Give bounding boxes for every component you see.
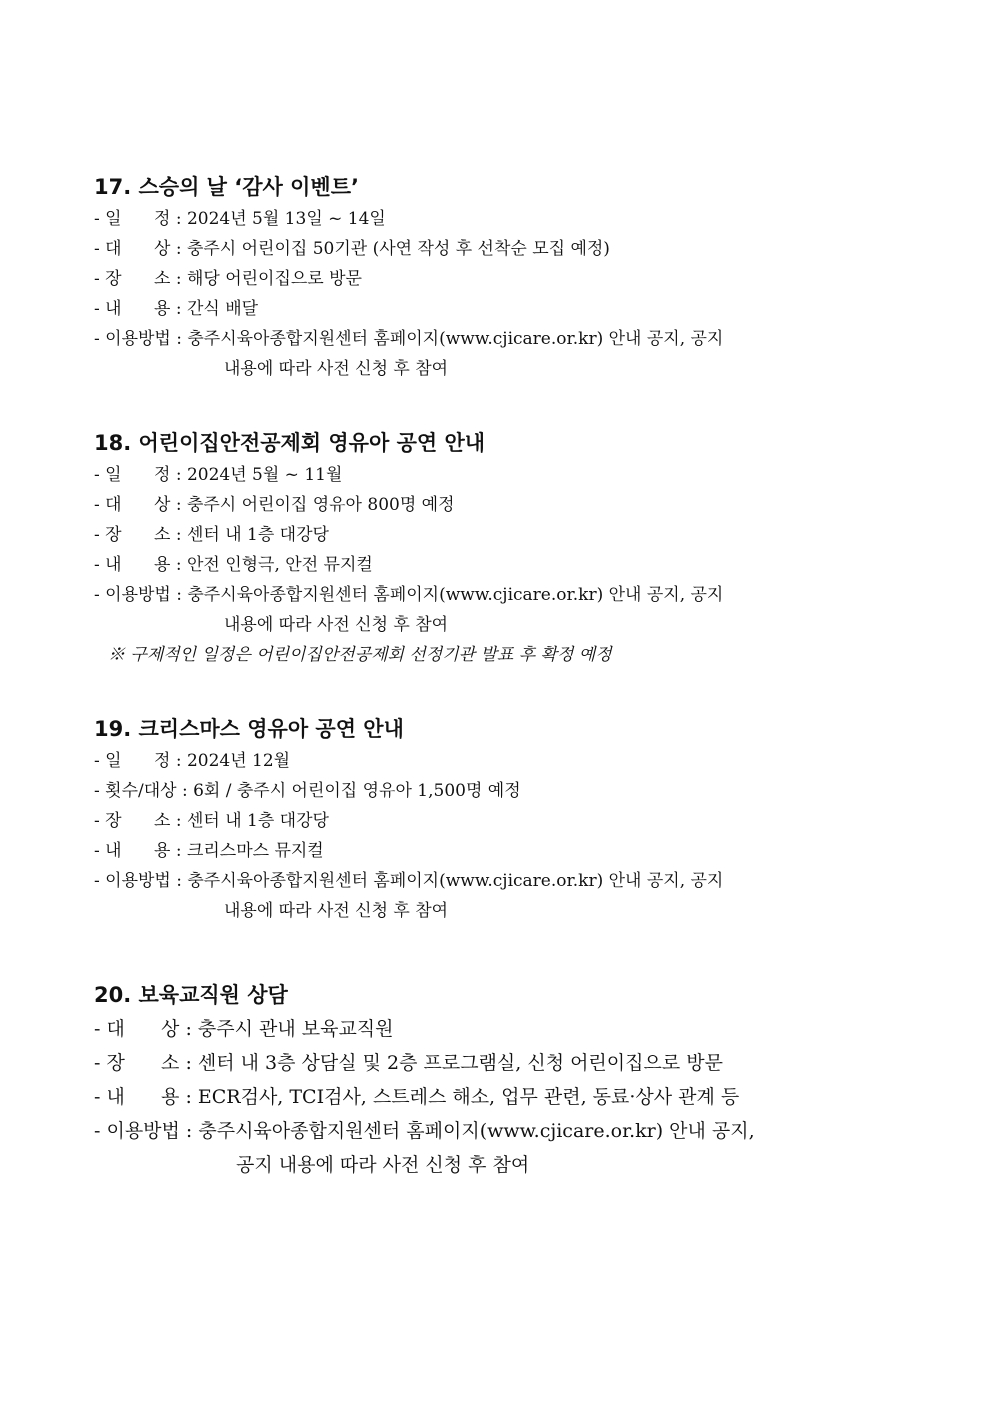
row-usage: - 이용방법 : 충주시육아종합지원센터 홈페이지(www.cjicare.or.kr) 안내 공지, 공지 [94,871,724,891]
row-usage-continuation: 내용에 따라 사전 신청 후 참여 [224,901,449,921]
row-schedule: - 일 정 : 2024년 12월 [94,751,291,771]
row-content: - 내 용 : 안전 인형극, 안전 뮤지컬 [94,555,373,575]
row-target: - 대 상 : 충주시 어린이집 50기관 (사연 작성 후 선착순 모집 예정) [94,239,610,259]
section-title: 17. 스승의 날 ‘감사 이벤트’ [94,175,359,199]
row-usage: - 이용방법 : 충주시육아종합지원센터 홈페이지(www.cjicare.or.kr) 안내 공지, 공지 [94,329,724,349]
note: ※ 구제적인 일정은 어린이집안전공제회 선정기관 발표 후 확정 예정 [108,645,612,665]
section-18 [94,426,894,670]
row-usage-continuation: 공지 내용에 따라 사전 신청 후 참여 [236,1154,530,1176]
section-title: 20. 보육교직원 상담 [94,983,288,1007]
row-usage: - 이용방법 : 충주시육아종합지원센터 홈페이지(www.cjicare.or.kr) 안내 공지, [94,1120,755,1142]
row-count-target: - 횟수/대상 : 6회 / 충주시 어린이집 영유아 1,500명 예정 [94,781,521,801]
section-title: 18. 어린이집안전공제회 영유아 공연 안내 [94,431,486,455]
row-target: - 대 상 : 충주시 관내 보육교직원 [94,1018,394,1040]
row-place: - 장 소 : 센터 내 1층 대강당 [94,525,329,545]
row-place: - 장 소 : 해당 어린이집으로 방문 [94,269,362,289]
row-usage-continuation: 내용에 따라 사전 신청 후 참여 [224,359,449,379]
row-schedule: - 일 정 : 2024년 5월 13일 ~ 14일 [94,209,386,229]
section-17 [94,170,894,384]
row-content: - 내 용 : ECR검사, TCI검사, 스트레스 해소, 업무 관련, 동료·상사 관계 등 [94,1086,740,1108]
row-place: - 장 소 : 센터 내 1층 대강당 [94,811,329,831]
row-usage: - 이용방법 : 충주시육아종합지원센터 홈페이지(www.cjicare.or.kr) 안내 공지, 공지 [94,585,724,605]
row-usage-continuation: 내용에 따라 사전 신청 후 참여 [224,615,449,635]
row-schedule: - 일 정 : 2024년 5월 ~ 11월 [94,465,343,485]
section-20 [94,978,894,1182]
section-19 [94,712,894,926]
row-target: - 대 상 : 충주시 어린이집 영유아 800명 예정 [94,495,455,515]
row-content: - 내 용 : 간식 배달 [94,299,259,319]
row-place: - 장 소 : 센터 내 3층 상담실 및 2층 프로그램실, 신청 어린이집으로 방문 [94,1052,723,1074]
section-title: 19. 크리스마스 영유아 공연 안내 [94,717,404,741]
row-content: - 내 용 : 크리스마스 뮤지컬 [94,841,324,861]
